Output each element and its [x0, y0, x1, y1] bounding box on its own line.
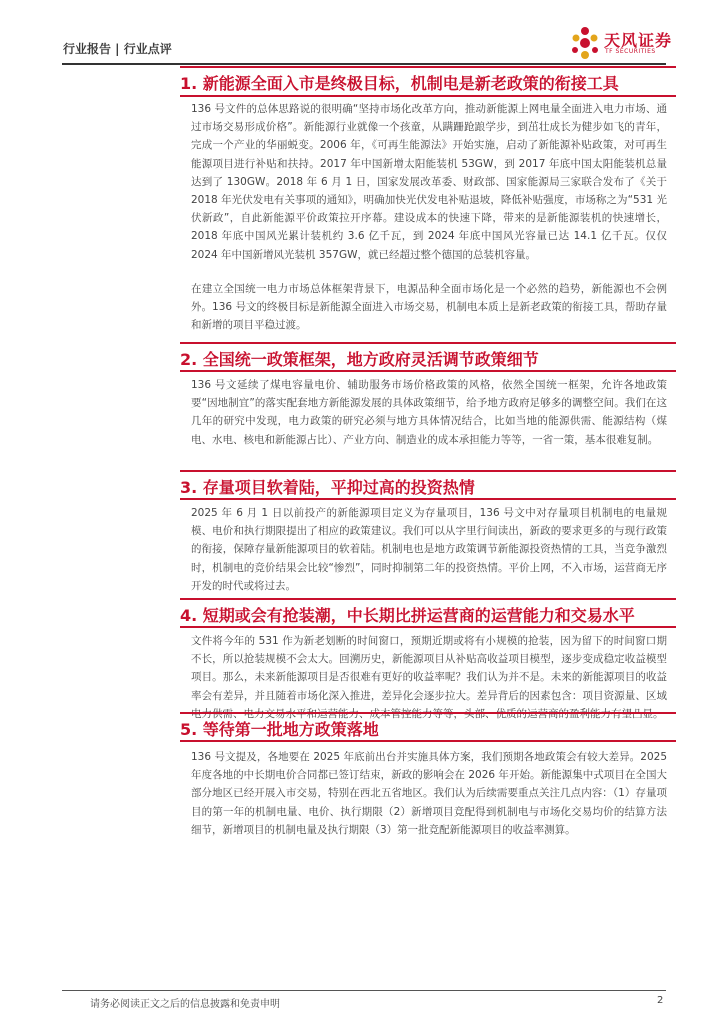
section-3-top-bar [180, 470, 676, 472]
section-2-heading: 2. 全国统一政策框架，地方政府灵活调节政策细节 [180, 350, 539, 369]
logo-mark-icon [568, 26, 602, 60]
section-5-top-bar [180, 712, 676, 714]
section-3-heading: 3. 存量项目软着陆，平抑过高的投资热情 [180, 478, 475, 497]
footer-divider [62, 990, 666, 991]
report-category: 行业报告 | 行业点评 [63, 42, 172, 56]
section-3-paragraph-1: 2025 年 6 月 1 日以前投产的新能源项目定义为存量项目，136 号文中对存量项目机制电的电量规模、电价和执行期限提出了相应的政策建议。我们可以从字里行间读出，新政的要求更多的与现行政策的衔接，保障存量新能源项目的软着陆。机制电也是地方政策调节新能源投资热情的工具，当竞争激烈时，机制电的竞价结果会比较“惨烈”，同时抑制第二年的投资热情。平价上网，不入市场，运营商无序开发的时代或将过去。 [191, 507, 667, 592]
section-4-bottom-bar [180, 626, 676, 628]
section-3-bottom-bar [180, 498, 676, 500]
section-1-top-bar [180, 66, 676, 68]
section-1-bottom-bar [180, 95, 676, 97]
section-5-heading: 5. 等待第一批地方政策落地 [180, 720, 379, 739]
section-4-heading: 4. 短期或会有抢装潮，中长期比拼运营商的运营能力和交易水平 [180, 606, 635, 625]
section-5-bottom-bar [180, 740, 676, 742]
section-5-paragraph-1: 136 号文提及，各地要在 2025 年底前出台并实施具体方案，我们预期各地政策会有较大差异。2025 年度各地的中长期电价合同都已签订结束，新政的影响会在 2026 年开始。新能源集中式项目在全国大部分地区已经开展入市交易，特别在西北五省地区。我们认为后续需要重点关注几点内容：（1）存量项目的第一年的机制电量、电价、执行期限（2）新增项目竞配得到机制电与市场化交易均价的结算方法细节，新增项目的机制电量及执行期限（3）第一批竞配新能源项目的收益率测算。 [191, 751, 667, 836]
page-number: 2 [657, 995, 664, 1006]
company-logo [568, 24, 676, 60]
section-4-top-bar [180, 598, 676, 600]
logo-text-cn: 天风证券 [604, 31, 673, 50]
footer-disclaimer: 请务必阅读正文之后的信息披露和免责申明 [90, 999, 280, 1010]
section-1-paragraph-2: 在建立全国统一电力市场总体框架背景下，电源品种全面市场化是一个必然的趋势，新能源也不会例外。136 号文的终极目标是新能源全面进入市场交易，机制电本质上是新老政策的衔接工具，帮助存量和新增的项目平稳过渡。 [191, 283, 667, 332]
section-1-paragraph-1: 136 号文件的总体思路说的很明确“坚持市场化改革方向，推动新能源上网电量全面进入电力市场、通过市场交易形成价格”。新能源行业就像一个孩童，从蹒跚跄踉学步，到茁壮成长为健步如飞的青年，完成一个产业的华丽蜕变。2006 年，《可再生能源法》开始实施，启动了新能源补贴政策，对可再生能源项目进行补贴和扶持。2017 年中国新增太阳能装机 53GW，到 2017 年底中国太阳能装机总量达到了 130GW。2018 年 6 月 1 日，国家发展改革委、财政部、国家能源局三家联合发布了《关于 2018 年光伏发电有关事项的通知》，明确加快光伏发电补贴退坡，降低补贴强度，市场称之为“531 光伏新政”，自此新能源平价政策拉开序幕。建设成本的快速下降，带来的是新能源装机的快速增长，2018 年底中国风光累计装机约 3.6 亿千瓦，到 2024 年底中国风光容量已达 14.1 亿千瓦。仅仅 2024 年中国新增风光装机 357GW，就已经超过整个德国的总装机容量。 [191, 103, 667, 261]
section-2-paragraph-1: 136 号文延续了煤电容量电价、辅助服务市场价格政策的风格，依然全国统一框架，允许各地政策要“因地制宜”的落实配套地方新能源发展的具体政策细节，给予地方政府足够多的调整空间。我们在这几年的研究中发现，电力政策的研究必须与地方具体情况结合，比如当地的能源供需、能源结构（煤电、水电、核电和新能源占比）、产业方向、制造业的成本承担能力等等，一省一策，基本很难复制。 [191, 379, 667, 446]
section-4-paragraph-1: 文件将今年的 531 作为新老划断的时间窗口，预期近期或将有小规模的抢装，因为留下的时间窗口期不长，所以抢装规模不会太大。回溯历史，新能源项目从补贴高收益项目模型，逐步变成稳定收益模型项目。那么，未来新能源项目是否很难有更好的收益率呢？我们认为并不是。未来的新能源项目的收益率会有差异，并且随着市场化深入推进，差异化会逐步拉大。差异背后的因素包含：项目资源量、区域 [191, 635, 667, 702]
header-divider [62, 63, 666, 65]
section-1-heading: 1. 新能源全面入市是终极目标，机制电是新老政策的衔接工具 [180, 74, 619, 93]
logo-text-en: TF SECURITIES [605, 48, 656, 55]
section-2-top-bar [180, 342, 676, 344]
section-2-bottom-bar [180, 370, 676, 372]
